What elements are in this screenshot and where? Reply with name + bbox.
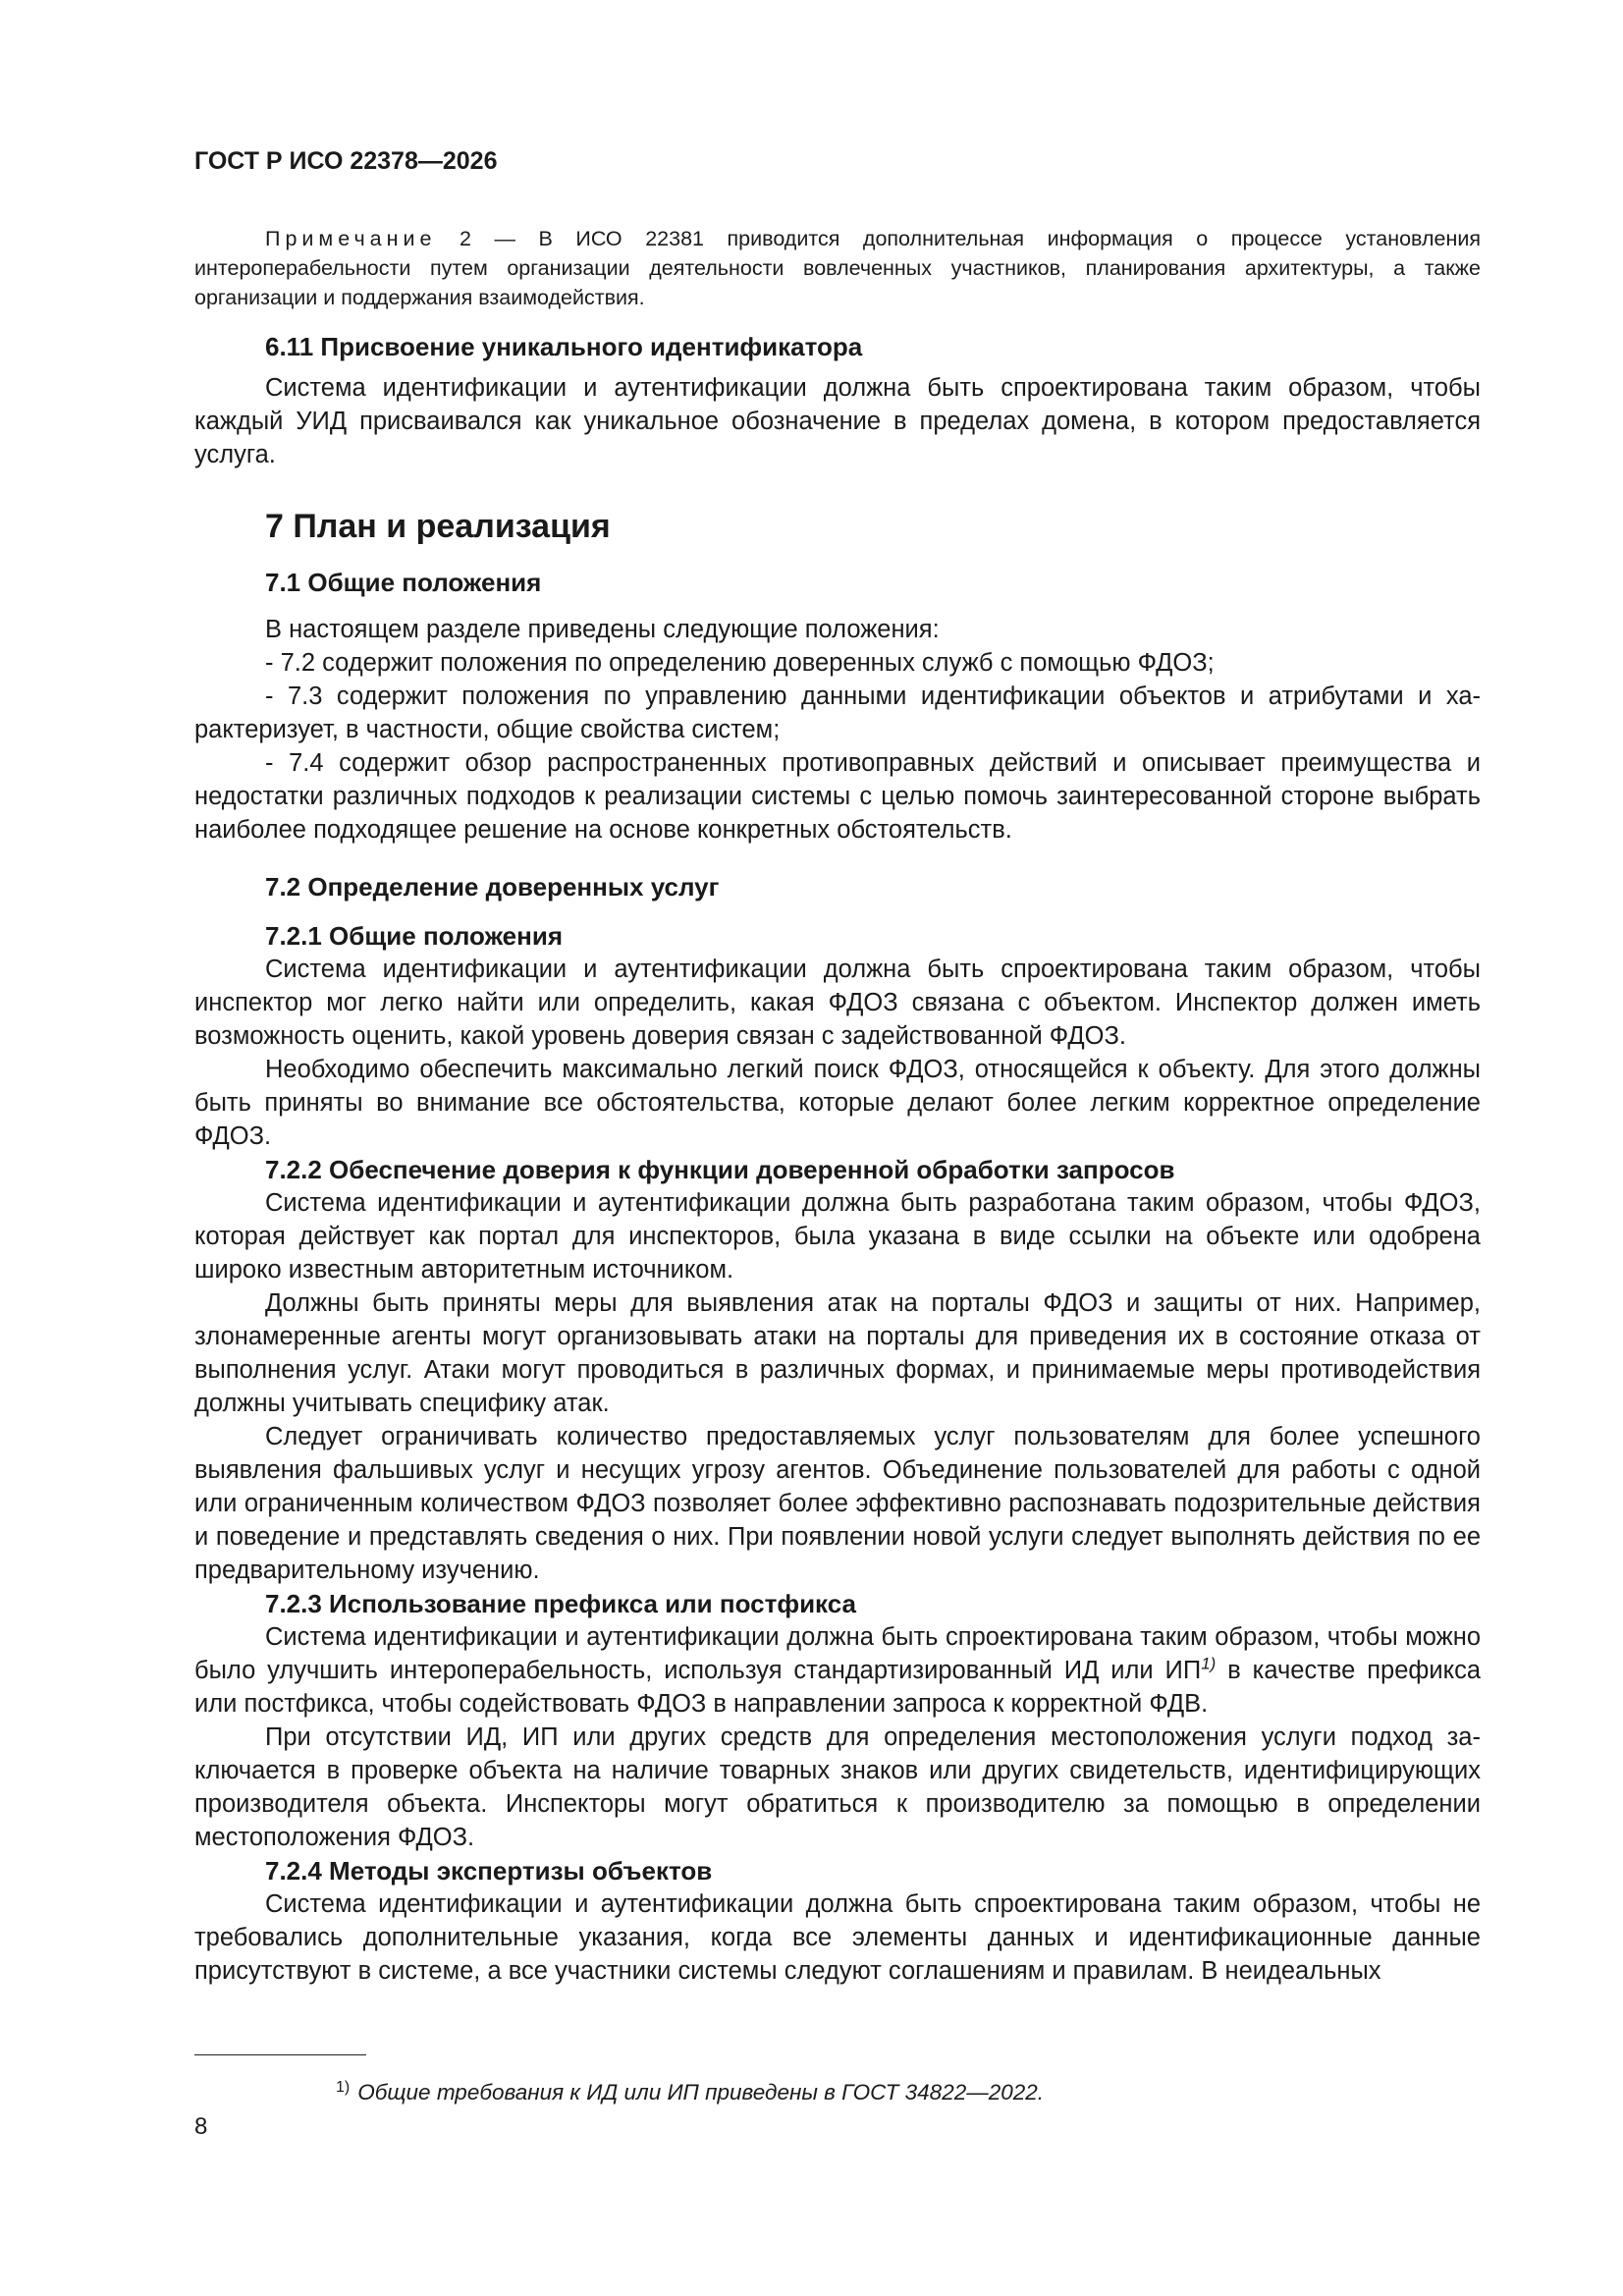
footnote-reference: 1) <box>1201 1654 1217 1673</box>
section-7-1-intro: В настоящем разделе приведены следующие положения: <box>265 616 940 643</box>
section-7-2-4-title: 7.2.4 Методы экспертизы объектов <box>265 1856 713 1886</box>
section-7-1-item: - 7.2 содержит положения по определению доверенных служб с помощью ФДОЗ; <box>265 649 1215 677</box>
section-7-2-3-title: 7.2.3 Использование префикса или постфикса <box>265 1589 856 1618</box>
section-7-2-3-paragraph-2: При отсутствии ИД, ИП или других средств для определения местоположения услуги подход заключается в проверке объекта на наличие товарных знаков или других свидетельств, идентифицирующих производителя объекта. Инспекторы могут обратиться к производителю за помощью в определении местоположения ФДОЗ. <box>194 1723 1481 1851</box>
section-7-2-1-title: 7.2.1 Общие положения <box>265 921 563 951</box>
document-code-header: ГОСТ Р ИСО 22378—2026 <box>194 147 498 175</box>
section-7-1-item: - 7.4 содержит обзор распространенных противоправных действий и описывает преимущества и недостатки различных подходов к реализации системы с целью помочь заинтересованной стороне выбрать наиболее подходящее решение на основе конкретных обстоятельств. <box>194 749 1481 844</box>
footnote-text: Общие требования к ИД или ИП приведены в ГОСТ 34822—2022. <box>357 2080 1045 2105</box>
section-7-2-1-paragraph-2: Необходимо обеспечить максимально легкий поиск ФДОЗ, относящейся к объекту. Для этого должны быть приняты во внимание все обстоятельства, которые делают более легким корректное определение ФДОЗ. <box>194 1056 1481 1150</box>
section-7-2-title: 7.2 Определение доверенных услуг <box>265 872 720 902</box>
section-6-11-paragraph: Система идентификации и аутентификации должна быть спроектирована таким образом, чтобы каждый УИД присваивался как уникальное обозначение в пределах домена, в котором предоставляется услуга. <box>194 374 1481 468</box>
section-7-1-item: - 7.3 содержит положения по управлению данными идентификации объектов и атрибутами и характеризует, в частности, общие свойства систем; <box>194 683 1481 743</box>
section-7-2-1-paragraph-1: Система идентификации и аутентификации должна быть спроектирована таким образом, чтобы инспектор мог легко найти или определить, какая ФДОЗ связана с объектом. Инспектор должен иметь возможность оценить, какой уровень доверия связан с задействованной ФДОЗ. <box>194 956 1481 1050</box>
section-7-2-2-paragraph-2: Должны быть приняты меры для выявления атак на порталы ФДОЗ и защиты от них. Например, злонамеренные агенты могут организовывать атаки на порталы для приведения их в состояние отказа от выполнения услуг. Атаки могут проводиться в различных формах, и принимаемые меры противодействия должны учитывать специфику атак. <box>194 1289 1481 1417</box>
note-2 <box>194 224 1481 312</box>
section-7-2-2-paragraph-1: Система идентификации и аутентификации должна быть разработана таким образом, чтобы ФДОЗ, которая действует как портал для инспекторов, была указана в виде ссылки на объекте или одобрена широко известным авторитетным источником. <box>194 1189 1481 1284</box>
page-number: 8 <box>194 2113 208 2140</box>
footnote-marker: 1) <box>336 2079 351 2096</box>
section-7-2-3-paragraph-1 <box>194 1620 1481 1721</box>
footnote <box>265 2071 1044 2109</box>
section-7-2-4-paragraph-1: Система идентификации и аутентификации должна быть спроектирована таким образом, чтобы не требовались дополнительные указания, когда все элементы данных и идентификационные данные присутствуют в системе, а все участники системы следуют соглашениям и правилам. В неидеальных <box>194 1890 1481 1985</box>
paragraph-text-part: в качестве префикса или постфикса, чтобы содействовать ФДОЗ в направлении запроса к корректной ФДВ. <box>194 1657 1482 1718</box>
section-7-2-2-title: 7.2.2 Обеспечение доверия к функции доверенной обработки запросов <box>265 1155 1175 1184</box>
page-body <box>194 224 1481 1988</box>
note-label: Примечание <box>265 227 437 250</box>
footnote-separator <box>194 2054 366 2055</box>
paragraph-text-part: Система идентификации и аутентификации должна быть спроектирована таким образом, чтобы можно было улучшить интероперабельность, используя стандартизированный ИД или ИП <box>194 1623 1481 1684</box>
section-6-11-title: 6.11 Присвоение уникального идентификатора <box>265 332 863 361</box>
section-7-1-title: 7.1 Общие положения <box>265 568 542 597</box>
section-7-title: 7 План и реализация <box>265 508 611 545</box>
section-7-2-2-paragraph-3: Следует ограничивать количество предоставляемых услуг пользователям для более успешного выявления фальшивых услуг и несущих угрозу агентов. Объединение пользователей для работы с одной или ограниченным количеством ФДОЗ позволяет более эффективно распознавать подозрительные действия и поведение и представлять сведения о них. При появлении новой услуги следует выполнять действия по ее предварительному изучению. <box>194 1423 1481 1584</box>
note-text: 2 — В ИСО 22381 приводится дополнительная информация о процессе установления интероперабельности путем организации деятельности вовлеченных участников, планирования архитектуры, а также организации и поддержания взаимодействия. <box>194 227 1481 309</box>
